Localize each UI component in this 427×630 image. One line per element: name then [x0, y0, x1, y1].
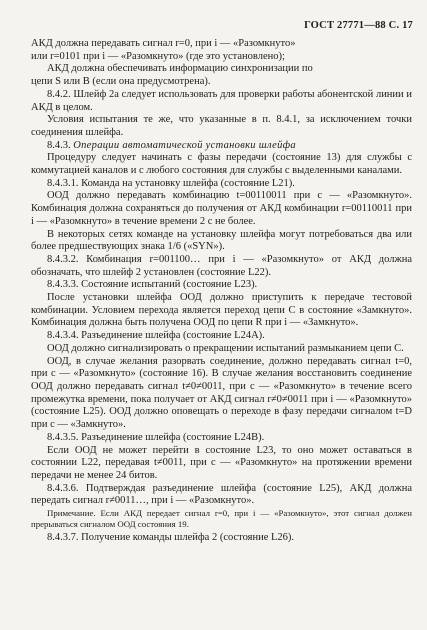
section-heading: [31, 140, 412, 153]
section-number: 8.4.3.: [47, 139, 74, 151]
paragraph: цепи S или B (если она предусмотрена).: [31, 76, 211, 88]
section-title: Операции автоматической установки шлейфа: [73, 139, 296, 151]
note-paragraph: Примечание. Если АКД передает сигнал r=0, при i — «Разомкнуто», этот сигнал должен прерываться сигналом ООД состояния 19.: [31, 508, 412, 530]
paragraph: 8.4.3.7. Получение команды шлейфа 2 (состояние L26).: [47, 532, 295, 544]
paragraph: 8.4.3.4. Разъединение шлейфа (состояние L24A).: [47, 330, 265, 342]
paragraph: АКД должна обеспечивать информацию синхронизации по: [47, 63, 313, 75]
document-body: [31, 38, 412, 545]
paragraph: В некоторых сетях команде на установку шлейфа могут потребоваться два или более предшествующих знака 1/6 («SYN»).: [31, 228, 412, 253]
paragraph: Условия испытания те же, что указанные в п. 8.4.1, за исключением точки соединения шлейфа.: [31, 114, 412, 138]
paragraph: После установки шлейфа ООД должно приступить к передаче тестовой комбинации. Условием перехода является переход цепи C в состояние «Замкнуто». Комбинация должна быть получена ООД по цепи R при i — «Замкнуто».: [31, 292, 412, 329]
paragraph: 8.4.3.3. Состояние испытаний (состояние L23).: [47, 279, 258, 291]
paragraph: 8.4.3.5. Разъединение шлейфа (состояние L24B).: [47, 431, 265, 443]
paragraph: Если ООД не может перейти в состояние L23, то оно может оставаться в состоянии L22, передавая t≠0011, при c — «Разомкнуто» на протяжении времени передачи не менее 24 битов.: [31, 444, 412, 481]
paragraph: АКД должна передавать сигнал r=0, при i — «Разомкнуто»: [31, 38, 296, 49]
paragraph: ООД, в случае желания разорвать соединение, должно передавать сигнал t=0, при c — «Разомкнуто» (состояние 16). В случае желания восстановить соединение ООД должно передавать сигнал t≠0≠0011, при c — «Разомкнуто» в течение всего промежутка времени, пока получает от АКД сигнал r≠0≠0011 при i — «Разомкнуто» (состояние L25). ООД должно оповещать о переходе в фазу передачи сигналом t=D при c — «Замкнуто».: [31, 355, 412, 431]
paragraph: Процедуру следует начинать с фазы передачи (состояние 13) для службы с коммутацией каналов и с любого состояния для службы с выделенными каналами.: [31, 152, 412, 177]
paragraph: ООД должно сигнализировать о прекращении испытаний размыканием цепи C.: [47, 342, 404, 354]
paragraph: 8.4.3.2. Комбинация r=001100… при i — «Разомкнуто» от АКД должна обозначать, что шлейф 2 установлен (состояние L22).: [31, 253, 412, 278]
paragraph: 8.4.2. Шлейф 2а следует использовать для проверки работы абонентской линии и АКД в целом.: [31, 88, 412, 113]
paragraph: 8.4.3.6. Подтверждая разъединение шлейфа (состояние L25), АКД должна передать сигнал r≠0011…, при i — «Разомкнуто».: [31, 482, 412, 507]
page-header: ГОСТ 27771—88 С. 17: [304, 20, 413, 31]
paragraph: ООД должно передавать комбинацию t=00110011 при c — «Разомкнуто». Комбинация должна сохраняться до получения от АКД комбинации r=00110011 при i — «Разомкнуто» в течение времени 2 с не более.: [31, 190, 412, 227]
paragraph: 8.4.3.1. Команда на установку шлейфа (состояние L21).: [47, 177, 295, 189]
paragraph: или r=0101 при i — «Разомкнуто» (где это установлено);: [31, 50, 285, 62]
